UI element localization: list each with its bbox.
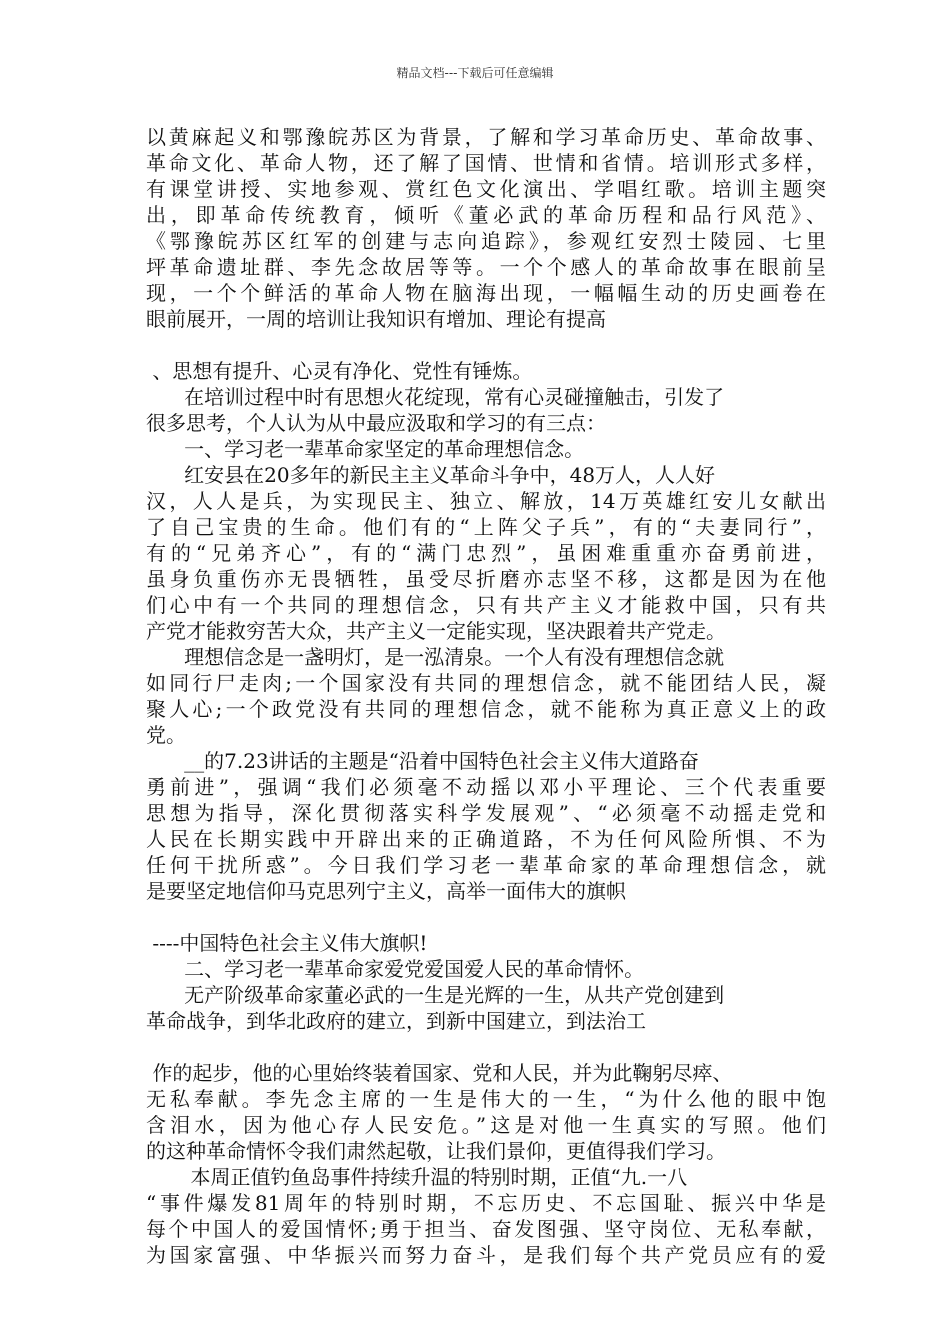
paragraph-gap <box>146 1034 826 1060</box>
body-line: 虽身负重伤亦无畏牺牲，虽受尽折磨亦志坚不移，这都是因为在他 <box>146 567 826 591</box>
body-line: 革命战争，到华北政府的建立，到新中国建立，到法治工 <box>146 1009 646 1033</box>
body-line: 是要坚定地信仰马克思列宁主义，高举一面伟大的旗帜 <box>146 879 626 903</box>
body-line: 无私奉献。李先念主席的一生是伟大的一生，“为什么他的眼中饱 <box>146 1087 826 1111</box>
body-line: 理想信念是一盏明灯，是一泓清泉。一个人有没有理想信念就 <box>146 645 725 669</box>
body-line: 汉，人人是兵，为实现民主、独立、解放，14万英雄红安儿女献出 <box>146 489 826 513</box>
body-line: 的这种革命情怀令我们肃然起敬，让我们景仰，更值得我们学习。 <box>146 1139 726 1163</box>
body-line: 产党才能救穷苦大众，共产主义一定能实现，坚决跟着共产党走。 <box>146 619 726 643</box>
body-line: ----中国特色社会主义伟大旗帜! <box>146 931 428 955</box>
body-line: 革命文化、革命人物，还了解了国情、世情和省情。培训形式多样， <box>146 151 826 175</box>
body-line: 们心中有一个共同的理想信念，只有共产主义才能救中国，只有共 <box>146 593 826 617</box>
body-line: 在培训过程中时有思想火花绽现，常有心灵碰撞触击，引发了 <box>146 385 725 409</box>
body-line: 红安县在20多年的新民主主义革命斗争中，48万人，人人好 <box>146 463 716 487</box>
body-line: 坪革命遗址群、李先念故居等等。一个个感人的革命故事在眼前呈 <box>146 255 826 279</box>
body-line: 、思想有提升、心灵有净化、党性有锤炼。 <box>146 359 533 383</box>
body-line: 含泪水，因为他心存人民安危。”这是对他一生真实的写照。他们 <box>146 1113 826 1137</box>
body-line: 出，即革命传统教育，倾听《董必武的革命历程和品行风范》、 <box>146 203 826 227</box>
body-line: 了自己宝贵的生命。他们有的“上阵父子兵”，有的“夫妻同行”， <box>146 515 826 539</box>
body-line: 为国家富强、中华振兴而努力奋斗，是我们每个共产党员应有的爱 <box>146 1243 826 1267</box>
section-heading: 二、学习老一辈革命家爱党爱国爱人民的革命情怀。 <box>146 957 645 981</box>
body-line: 现，一个个鲜活的革命人物在脑海出现，一幅幅生动的历史画卷在 <box>146 281 826 305</box>
body-line: 每个中国人的爱国情怀;勇于担当、奋发图强、坚守岗位、无私奉献， <box>146 1217 826 1241</box>
body-line: 《鄂豫皖苏区红军的创建与志向追踪》，参观红安烈士陵园、七里 <box>146 229 826 253</box>
body-line: 党。 <box>146 723 186 747</box>
document-body <box>146 124 826 1268</box>
body-line: 聚人心;一个政党没有共同的理想信念，就不能称为真正意义上的政 <box>146 697 826 721</box>
body-line: 无产阶级革命家董必武的一生是光辉的一生，从共产党创建到 <box>146 983 725 1007</box>
paragraph-gap <box>146 332 826 358</box>
paragraph-gap <box>146 904 826 930</box>
body-line: 任何干扰所惑”。今日我们学习老一辈革命家的革命理想信念，就 <box>146 853 826 877</box>
body-line: 以黄麻起义和鄂豫皖苏区为背景，了解和学习革命历史、革命故事、 <box>146 125 826 149</box>
body-line: “事件爆发81周年的特别时期，不忘历史、不忘国耻、振兴中华是 <box>146 1191 826 1215</box>
body-line: 眼前展开，一周的培训让我知识有增加、理论有提高 <box>146 307 606 331</box>
section-heading: 一、学习老一辈革命家坚定的革命理想信念。 <box>146 437 585 461</box>
body-line: 勇前进”，强调“我们必须毫不动摇以邓小平理论、三个代表重要 <box>146 775 826 799</box>
body-line: 作的起步，他的心里始终装着国家、党和人民，并为此鞠躬尽瘁、 <box>146 1061 733 1085</box>
body-line: 思想为指导，深化贯彻落实科学发展观”、“必须毫不动摇走党和 <box>146 801 826 825</box>
page-header: 精品文档---下载后可任意编辑 <box>396 66 554 80</box>
body-line: 如同行尸走肉;一个国家没有共同的理想信念，就不能团结人民，凝 <box>146 671 826 695</box>
body-line: 有课堂讲授、实地参观、赏红色文化演出、学唱红歌。培训主题突 <box>146 177 826 201</box>
body-line: 本周正值钓鱼岛事件持续升温的特别时期，正值“九.一八 <box>146 1165 688 1189</box>
body-line: 人民在长期实践中开辟出来的正确道路，不为任何风险所惧、不为 <box>146 827 826 851</box>
body-line: 很多思考，个人认为从中最应汲取和学习的有三点： <box>146 411 606 435</box>
body-line: __的7.23讲话的主题是“沿着中国特色社会主义伟大道路奋 <box>146 749 699 773</box>
body-line: 有的“兄弟齐心”，有的“满门忠烈”，虽困难重重亦奋勇前进， <box>146 541 826 565</box>
